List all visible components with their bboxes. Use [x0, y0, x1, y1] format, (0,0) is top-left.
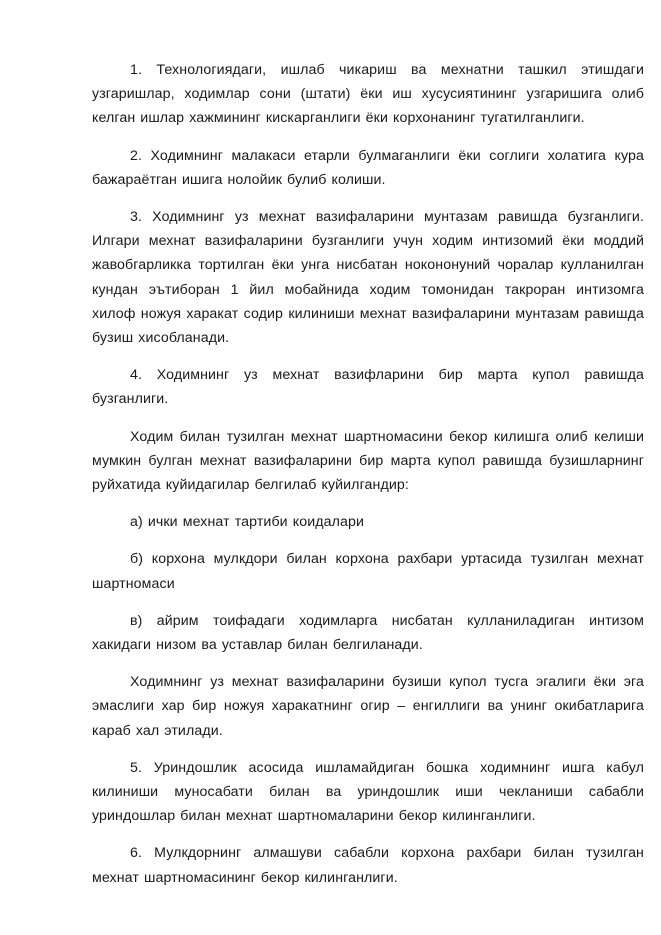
- document-body: [92, 58, 644, 903]
- paragraph-item-2: 2. Ходимнинг малакаси етарли булмаганлиги ёки соглиги холатига кура бажараётган ишига нолойик булиб колиши.: [92, 147, 644, 188]
- paragraph-gross-violation-intro: Ходим билан тузилган мехнат шартномасини бекор килишга олиб келиши мумкин булган мехнат вазифаларини бир марта купол равишда бузишларнинг руйхатида куйидагилар белгилаб куйилгандир:: [92, 428, 644, 494]
- paragraph-gross-violation-assessment: Ходимнинг уз мехнат вазифаларини бузиши купол тусга эгалиги ёки эга эмаслиги хар бир ножуя харакатнинг огир – енгиллиги ва унинг окибатларига караб хал этилади.: [92, 674, 644, 739]
- paragraph-list-b: б) корхона мулкдори билан корхона рахбари уртасида тузилган мехнат шартномаси: [92, 551, 644, 592]
- paragraph-list-a: а) ички мехнат тартиби коидалари: [130, 514, 364, 531]
- paragraph-item-3: 3. Ходимнинг уз мехнат вазифаларини мунтазам равишда бузганлиги. Илгари мехнат вазифаларини бузганлиги учун ходим интизомий ёки моддий жавобгарликка тортилган ёки унга нисбатан нокононуний чоралар кулланилган кундан эътиборан 1 йил мобайнида ходим томонидан такроран интизомга хилоф ножуя харакат содир килиниши мехнат вазифаларини мунтазам равишда бузиш хисобланади.: [92, 209, 644, 347]
- paragraph-item-4: 4. Ходимнинг уз мехнат вазифларини бир марта купол равишда бузганлиги.: [92, 367, 644, 408]
- paragraph-item-6: 6. Мулкдорнинг алмашуви сабабли корхона рахбари билан тузилган мехнат шартномасининг бекор килинганлиги.: [92, 845, 644, 886]
- paragraph-item-1: 1. Технологиядаги, ишлаб чикариш ва мехнатни ташкил этишдаги узгаришлар, ходимлар сони (штати) ёки иш хусусиятининг узгаришига олиб келган ишлар хажмининг кискарганлиги ёки корхонанинг тугатилганлиги.: [92, 62, 644, 127]
- paragraph-list-v: в) айрим тоифадаги ходимларга нисбатан кулланиладиган интизом хакидаги низом ва уставлар билан белгиланади.: [92, 612, 644, 654]
- paragraph-item-5: 5. Уриндошлик асосида ишламайдиган бошка ходимнинг ишга кабул килиниши муносабати билан ва уриндошлик иши чекланиши сабабли уриндошлар билан мехнат шартномаларини бекор килинганлиги.: [92, 759, 644, 825]
